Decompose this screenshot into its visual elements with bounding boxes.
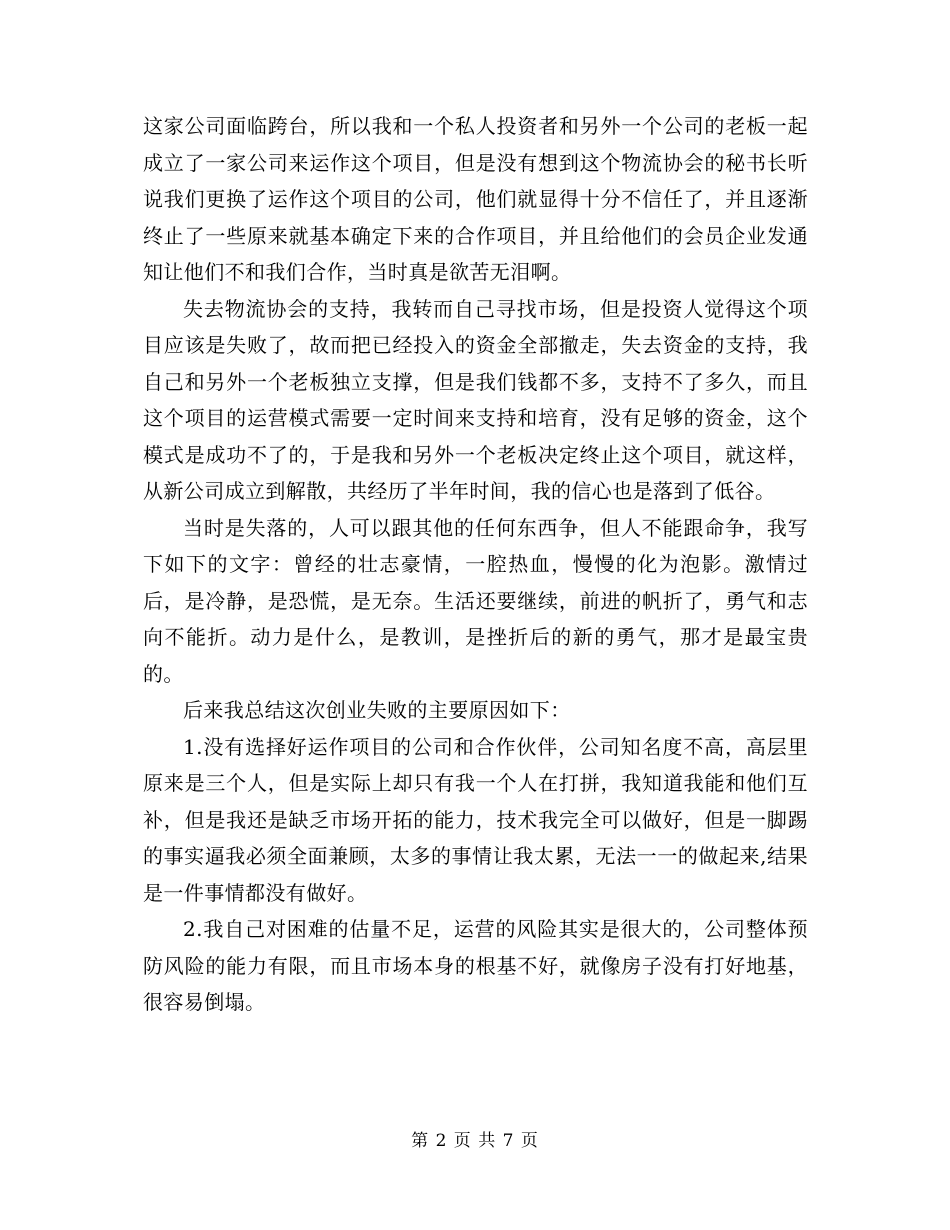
paragraph-5: 1.没有选择好运作项目的公司和合作伙伴，公司知名度不高，高层里原来是三个人，但是实际上却只有我一个人在打拼，我知道我能和他们互补，但是我还是缺乏市场开拓的能力，技术我完全可以做好，但是一脚踢的事实逼我必须全面兼顾，太多的事情让我太累，无法一一的做起来,结果是一件事情都没有做好。 (143, 734, 808, 905)
paragraph-4: 后来我总结这次创业失败的主要原因如下： (183, 698, 571, 722)
page-number-footer: 第 2 页 共 7 页 (411, 1131, 539, 1151)
document-body (143, 108, 808, 1021)
paragraph-2: 失去物流协会的支持，我转而自己寻找市场，但是投资人觉得这个项目应该是失败了，故而把已经投入的资金全部撤走，失去资金的支持，我自己和另外一个老板独立支撑，但是我们钱都不多，支持不了多久，而且这个项目的运营模式需要一定时间来支持和培育，没有足够的资金，这个模式是成功不了的，于是我和另外一个老板决定终止这个项目，就这样，从新公司成立到解散，共经历了半年时间，我的信心也是落到了低谷。 (143, 296, 808, 503)
paragraph-6: 2.我自己对困难的估量不足，运营的风险其实是很大的，公司整体预防风险的能力有限，而且市场本身的根基不好，就像房子没有打好地基，很容易倒塌。 (143, 917, 808, 1014)
paragraph-1: 这家公司面临跨台，所以我和一个私人投资者和另外一个公司的老板一起成立了一家公司来运作这个项目，但是没有想到这个物流协会的秘书长听说我们更换了运作这个项目的公司，他们就显得十分不信任了，并且逐渐终止了一些原来就基本确定下来的合作项目，并且给他们的会员企业发通知让他们不和我们合作，当时真是欲苦无泪啊。 (143, 114, 808, 284)
paragraph-3: 当时是失落的，人可以跟其他的任何东西争，但人不能跟命争，我写下如下的文字：曾经的壮志豪情，一腔热血，慢慢的化为泡影。激情过后，是冷静，是恐慌，是无奈。生活还要继续，前进的帆折了，勇气和志向不能折。动力是什么，是教训，是挫折后的新的勇气，那才是最宝贵的。 (143, 515, 808, 686)
